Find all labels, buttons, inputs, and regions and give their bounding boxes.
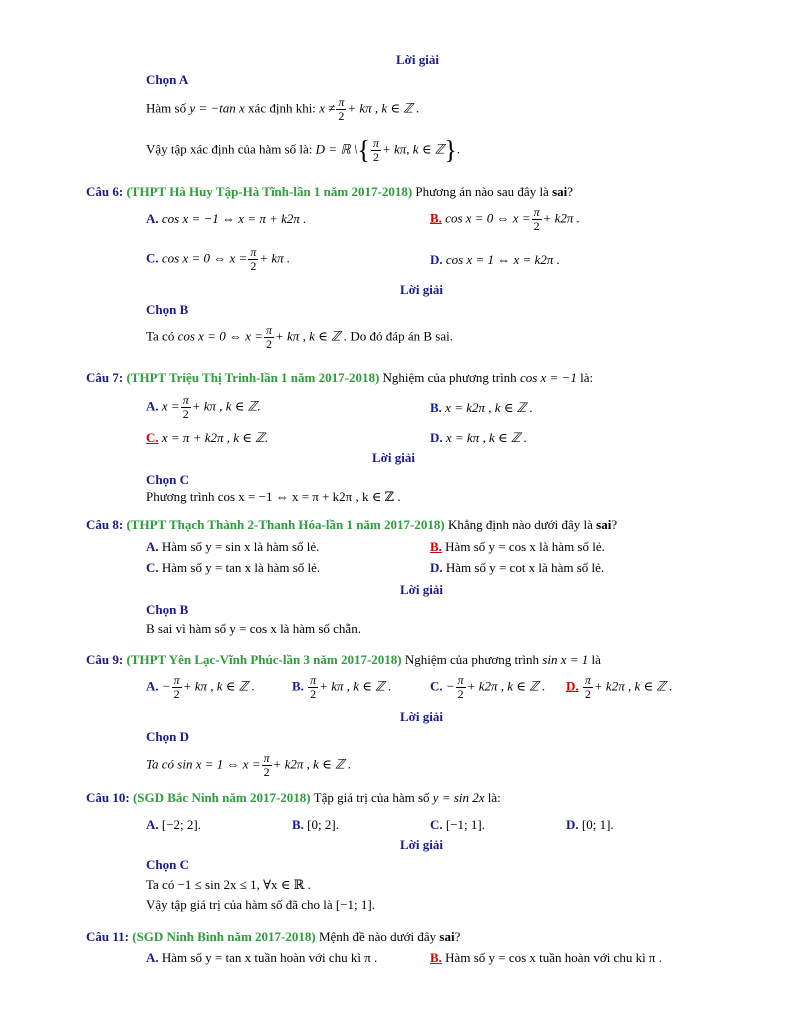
solution-title: Lời giải [400,837,443,852]
chosen-answer: Chọn B [146,302,189,317]
solution-line: Ta có cos x = 0 ⇔ x = $\frac{\pi}{2}$ + kπ , k ∈ ℤ . Do đó đáp án B sai. [146,323,453,351]
question-11: Câu 11: (SGD Ninh Bình năm 2017-2018) Mệnh đề nào dưới đây sai? [86,929,461,944]
chosen-answer: Chọn C [146,472,189,487]
option-b: B. cos x = 0 ⇔ x = $\frac{\pi}{2}$ + k2π . [430,205,580,233]
option-c: C. cos x = 0 ⇔ x = $\frac{\pi}{2}$ + kπ . [146,245,291,273]
fraction: $\frac{\pi}{2}$ [338,95,345,123]
solution-title: Lời giải [396,52,439,67]
solution-line: Phương trình cos x = −1 ⇔ x = π + k2π , k ∈ ℤ . [146,489,401,504]
option-a: A. [−2; 2]. [146,817,201,832]
option-a: A. Hàm số y = sin x là hàm số lẻ. [146,539,320,554]
chosen-answer: Chọn A [146,72,189,87]
question-8: Câu 8: (THPT Thạch Thành 2-Thanh Hóa-lần 1 năm 2017-2018) Khẳng định nào dưới đây là sai? [86,517,618,532]
solution-title: Lời giải [372,450,415,465]
solution-title: Lời giải [400,282,443,297]
option-d: D. [0; 1]. [566,817,614,832]
chosen-answer: Chọn C [146,857,189,872]
option-d: D. x = kπ , k ∈ ℤ . [430,430,528,445]
option-b: B. Hàm số y = cos x là hàm số lẻ. [430,539,605,554]
option-c: C. Hàm số y = tan x là hàm số lẻ. [146,560,321,575]
solution-line: Vậy tập xác định của hàm số là: D = ℝ \{ $\frac{\pi}{2}$ + kπ, k ∈ ℤ}. [146,135,461,165]
solution-line: Vậy tập giá trị của hàm số đã cho là [−1; 1]. [146,897,375,912]
chosen-answer: Chọn D [146,729,189,744]
option-b: B. [0; 2]. [292,817,339,832]
question-10: Câu 10: (SGD Bắc Ninh năm 2017-2018) Tập giá trị của hàm số y = sin 2x là: [86,790,501,805]
question-7: Câu 7: (THPT Triệu Thị Trinh-lần 1 năm 2017-2018) Nghiệm của phương trình cos x = −1 là: [86,370,594,385]
option-b: B. $\frac{\pi}{2}$ + kπ , k ∈ ℤ . [292,673,392,701]
option-b: B. x = k2π , k ∈ ℤ . [430,400,533,415]
option-d: D. Hàm số y = cot x là hàm số lẻ. [430,560,605,575]
question-9: Câu 9: (THPT Yên Lạc-Vĩnh Phúc-lần 3 năm 2017-2018) Nghiệm của phương trình sin x = 1 là [86,652,601,667]
option-a: A. Hàm số y = tan x tuần hoàn với chu kì π . [146,950,378,965]
solution-line: B sai vì hàm số y = cos x là hàm số chẵn. [146,621,361,636]
question-6: Câu 6: (THPT Hà Huy Tập-Hà Tĩnh-lần 1 năm 2017-2018) Phương án nào sau đây là sai? [86,184,574,199]
solution-line: Hàm số y = −tan x xác định khi: x ≠ $\frac{\pi}{2}$ + kπ , k ∈ ℤ . [146,95,420,123]
option-a: A. − $\frac{\pi}{2}$ + kπ , k ∈ ℤ . [146,673,255,701]
solution-title: Lời giải [400,709,443,724]
fraction: $\frac{\pi}{2}$ [372,136,379,164]
option-b: B. Hàm số y = cos x tuần hoàn với chu kì π . [430,950,662,965]
solution-line: Ta có sin x = 1 ⇔ x = $\frac{\pi}{2}$ + k2π , k ∈ ℤ . [146,751,352,779]
solution-line: Ta có −1 ≤ sin 2x ≤ 1, ∀x ∈ ℝ . [146,877,311,892]
option-c: C. − $\frac{\pi}{2}$ + k2π , k ∈ ℤ . [430,673,546,701]
option-a: A. cos x = −1 ⇔ x = π + k2π . [146,211,307,226]
option-a: A. x = $\frac{\pi}{2}$ + kπ , k ∈ ℤ. [146,393,261,421]
chosen-answer: Chọn B [146,602,189,617]
option-d: D. cos x = 1 ⇔ x = k2π . [430,252,560,267]
option-d: D. $\frac{\pi}{2}$ + k2π , k ∈ ℤ . [566,673,673,701]
option-c: C. x = π + k2π , k ∈ ℤ. [146,430,269,445]
solution-title: Lời giải [400,582,443,597]
option-c: C. [−1; 1]. [430,817,485,832]
